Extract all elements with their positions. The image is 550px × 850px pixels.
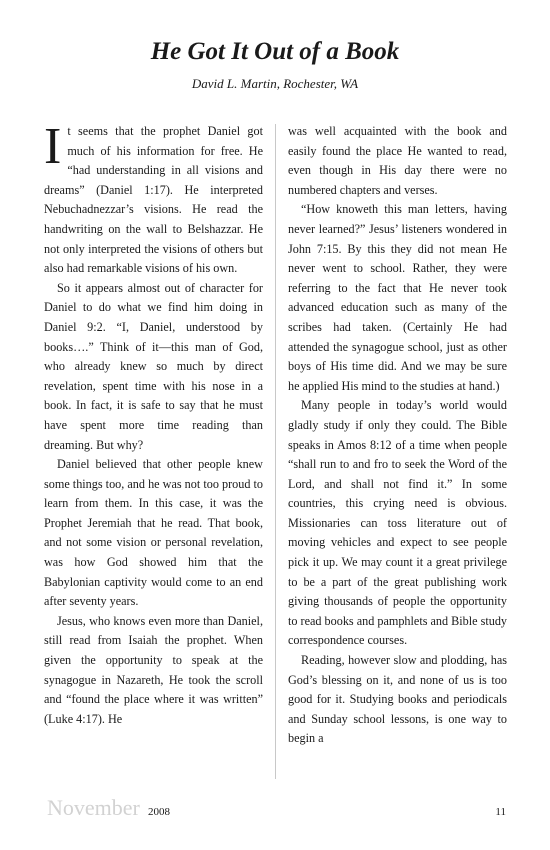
- paragraph: Reading, however slow and plodding, has God’s blessing on it, and none of us is too good for it. Studying books and periodicals and Sunday school lessons, is one way to begin a: [288, 653, 507, 746]
- paragraph: Jesus, who knows even more than Daniel, still read from Isaiah the prophet. When given the opportunity to speak at the synagogue in Nazareth, He took the scroll and “found the place where it was written” (Luke 4:17). He: [44, 613, 263, 726]
- article-byline: David L. Martin, Rochester, WA: [191, 76, 359, 91]
- right-column: [288, 122, 507, 749]
- paragraph: was well acquainted with the book and easily found the place He wanted to read, even though in His day there were no numbered chapters and verses.: [288, 124, 507, 197]
- footer-year: 2008: [148, 806, 170, 818]
- paragraph: So it appears almost out of character for Daniel to do what we find him doing in Daniel 9:2. “I, Daniel, understood by books….” Think of it—this man of God, who already knew so much by direct revelation, spent time with his nose in a book. In fact, it is safe to say that he must have spent more time reading than dreaming. But why?: [44, 280, 263, 452]
- footer-month: November: [47, 795, 140, 820]
- paragraph-text: t seems that the prophet Daniel got much of his information for free. He “had understanding in all visions and dreams” (Daniel 1:17). He interpreted Nebuchadnezzar’s visions. He read the handwriting on the wall to Belshazzar. He not only interpreted the visions of others but also had remarkable visions of his own.: [44, 124, 263, 276]
- article-title: He Got It Out of a Book: [150, 38, 400, 65]
- page-number: 11: [495, 806, 506, 818]
- left-column: [44, 118, 263, 729]
- paragraph: Daniel believed that other people knew some things too, and he was not too proud to learn from them. In this case, it was the Prophet Jeremiah that he read. That book, and not some vision or personal revelation, was how God showed him that the Babylonian captivity would come to an end after seventy years.: [44, 457, 263, 609]
- paragraph: “How knoweth this man letters, having never learned?” Jesus’ listeners wondered in John 7:15. By this they did not mean He never went to school. Rather, they were referring to the fact that He never took advanced education such as many of the scribes had taken. (Certainly He had attended the synagogue school, just as other boys of His time did. And we may be sure he applied His mind to the studies at hand.): [288, 202, 507, 393]
- paragraph: Many people in today’s world would gladly study if only they could. The Bible speaks in Amos 8:12 of a time when people “shall run to and fro to seek the Word of the Lord, and shall not find it.” In some countries, this crying need is obvious. Missionaries can toss literature out of moving vehicles and expect to see people pick it up. We may count it a great privilege to be a part of the great publishing work giving thousands of people the opportunity to read books and pamphlets and Bible study correspondence courses.: [288, 398, 508, 648]
- drop-cap: I: [44, 118, 62, 175]
- paragraph: [44, 118, 263, 279]
- column-divider: [275, 124, 276, 779]
